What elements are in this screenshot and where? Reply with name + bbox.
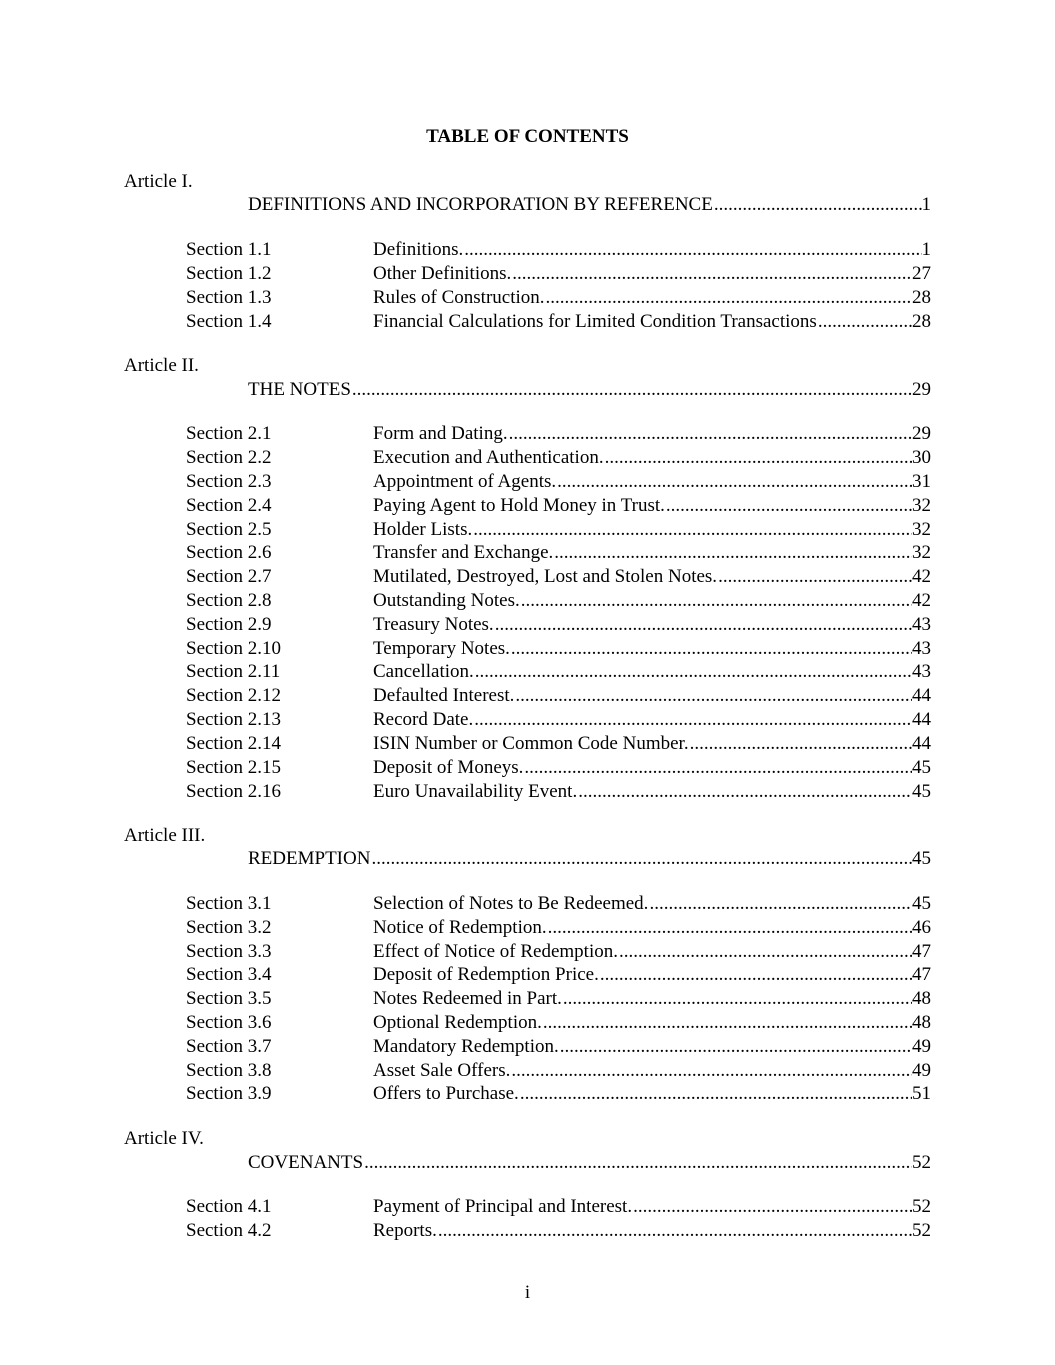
dot-leader: [512, 262, 912, 286]
section-title: Cancellation.: [373, 661, 474, 682]
toc-entry[interactable]: [373, 1011, 931, 1035]
section-title: Treasury Notes.: [373, 614, 494, 635]
section-number: Section 2.4: [186, 495, 272, 516]
dot-leader: [464, 238, 921, 262]
dot-leader: [473, 518, 912, 542]
article-heading-row[interactable]: [248, 193, 931, 217]
section-number: Section 3.9: [186, 1083, 272, 1104]
section-number: Section 3.2: [186, 917, 272, 938]
section-number: Section 2.15: [186, 757, 281, 778]
article-heading: DEFINITIONS AND INCORPORATION BY REFERENCE: [248, 194, 713, 215]
section-number: Section 2.3: [186, 471, 272, 492]
toc-entry[interactable]: [373, 1035, 931, 1059]
section-title: Holder Lists.: [373, 519, 473, 540]
toc-entry[interactable]: [373, 262, 931, 286]
page-number: 48: [912, 988, 931, 1009]
section-number: Section 2.12: [186, 685, 281, 706]
page-number: 44: [912, 709, 931, 730]
page-number: 32: [912, 519, 931, 540]
dot-leader: [714, 193, 922, 217]
dot-leader: [718, 565, 912, 589]
section-title: ISIN Number or Common Code Number.: [373, 733, 689, 754]
dot-leader: [546, 286, 912, 310]
page-footer-number: i: [524, 1282, 531, 1303]
article-heading: REDEMPTION: [248, 848, 371, 869]
dot-leader: [515, 684, 912, 708]
dot-leader: [371, 847, 912, 871]
section-title: Reports.: [373, 1220, 437, 1241]
toc-entry[interactable]: [373, 637, 931, 661]
section-title: Optional Redemption.: [373, 1012, 542, 1033]
section-title: Selection of Notes to Be Redeemed.: [373, 893, 649, 914]
page-number: 45: [912, 757, 931, 778]
section-title: Payment of Principal and Interest.: [373, 1196, 633, 1217]
section-number: Section 2.8: [186, 590, 272, 611]
dot-leader: [649, 892, 912, 916]
page-number: 45: [912, 893, 931, 914]
dot-leader: [633, 1195, 912, 1219]
section-title: Deposit of Moneys.: [373, 757, 524, 778]
dot-leader: [438, 1219, 912, 1243]
dot-leader: [818, 310, 912, 334]
section-number: Section 4.2: [186, 1220, 272, 1241]
section-number: Section 2.5: [186, 519, 272, 540]
article-label: Article II.: [124, 355, 199, 376]
page-number: 1: [921, 194, 931, 215]
toc-entry[interactable]: [373, 565, 931, 589]
dot-leader: [557, 470, 912, 494]
section-title: Mandatory Redemption.: [373, 1036, 559, 1057]
page-number: 49: [912, 1036, 931, 1057]
section-title: Offers to Purchase.: [373, 1083, 519, 1104]
section-title: Defaulted Interest.: [373, 685, 515, 706]
page-number: 45: [912, 848, 931, 869]
page-number: 46: [912, 917, 931, 938]
dot-leader: [605, 446, 912, 470]
page-number: 44: [912, 685, 931, 706]
toc-entry[interactable]: [373, 756, 931, 780]
toc-entry[interactable]: [373, 684, 931, 708]
section-number: Section 2.7: [186, 566, 272, 587]
page-number: 28: [912, 311, 931, 332]
section-number: Section 3.8: [186, 1060, 272, 1081]
page-number: 42: [912, 566, 931, 587]
dot-leader: [511, 1059, 912, 1083]
toc-entry[interactable]: [373, 892, 931, 916]
page-number: 44: [912, 733, 931, 754]
article-heading: THE NOTES: [248, 379, 351, 400]
dot-leader: [509, 422, 912, 446]
dot-leader: [474, 708, 912, 732]
toc-entry[interactable]: [373, 1219, 931, 1243]
section-number: Section 1.3: [186, 287, 272, 308]
section-title: Financial Calculations for Limited Condition Transactions: [373, 311, 817, 332]
section-title: Other Definitions.: [373, 263, 512, 284]
section-number: Section 3.6: [186, 1012, 272, 1033]
page-number: 28: [912, 287, 931, 308]
section-title: Transfer and Exchange.: [373, 542, 554, 563]
page-number: 30: [912, 447, 931, 468]
section-number: Section 4.1: [186, 1196, 272, 1217]
section-number: Section 2.2: [186, 447, 272, 468]
toc-entry[interactable]: [373, 310, 931, 334]
section-title: Execution and Authentication.: [373, 447, 604, 468]
toc-entry[interactable]: [373, 1059, 931, 1083]
section-title: Form and Dating.: [373, 423, 508, 444]
section-title: Outstanding Notes.: [373, 590, 520, 611]
section-title: Notes Redeemed in Part.: [373, 988, 562, 1009]
section-number: Section 3.1: [186, 893, 272, 914]
section-number: Section 3.5: [186, 988, 272, 1009]
section-title: Mutilated, Destroyed, Lost and Stolen Notes.: [373, 566, 718, 587]
dot-leader: [524, 756, 912, 780]
dot-leader: [520, 1082, 912, 1106]
dot-leader: [619, 940, 912, 964]
section-title: Temporary Notes.: [373, 638, 510, 659]
section-number: Section 2.9: [186, 614, 272, 635]
dot-leader: [352, 378, 912, 402]
article-heading-row[interactable]: [248, 1151, 931, 1175]
page-number: 32: [912, 542, 931, 563]
section-number: Section 2.13: [186, 709, 281, 730]
dot-leader: [690, 732, 912, 756]
page-title: TABLE OF CONTENTS: [426, 126, 629, 147]
section-title: Record Date.: [373, 709, 474, 730]
toc-entry[interactable]: [373, 286, 931, 310]
article-label: Article I.: [124, 171, 193, 192]
page-number: 47: [912, 941, 931, 962]
dot-leader: [666, 494, 912, 518]
page-number: 27: [912, 263, 931, 284]
toc-entry[interactable]: [373, 708, 931, 732]
article-label: Article III.: [124, 825, 206, 846]
section-number: Section 3.3: [186, 941, 272, 962]
page-number: 43: [912, 614, 931, 635]
article-heading: COVENANTS: [248, 1152, 364, 1173]
section-title: Asset Sale Offers.: [373, 1060, 511, 1081]
dot-leader: [578, 780, 912, 804]
page-number: 52: [912, 1196, 931, 1217]
page-number: 52: [912, 1152, 931, 1173]
section-title: Rules of Construction.: [373, 287, 545, 308]
section-number: Section 3.4: [186, 964, 272, 985]
section-title: Notice of Redemption.: [373, 917, 547, 938]
dot-leader: [560, 1035, 912, 1059]
toc-entry[interactable]: [373, 446, 931, 470]
dot-leader: [543, 1011, 912, 1035]
toc-entry[interactable]: [373, 1082, 931, 1106]
toc-entry[interactable]: [373, 494, 931, 518]
page-number: 43: [912, 638, 931, 659]
section-title: Appointment of Agents.: [373, 471, 557, 492]
page-number: 31: [912, 471, 931, 492]
toc-entry[interactable]: [373, 660, 931, 684]
page-number: 29: [912, 379, 931, 400]
toc-entry[interactable]: [373, 589, 931, 613]
section-number: Section 3.7: [186, 1036, 272, 1057]
page-number: 32: [912, 495, 931, 516]
section-number: Section 1.2: [186, 263, 272, 284]
dot-leader: [554, 541, 912, 565]
toc-entry[interactable]: [373, 541, 931, 565]
article-heading-row[interactable]: [248, 378, 931, 402]
toc-entry[interactable]: [373, 987, 931, 1011]
page-number: 29: [912, 423, 931, 444]
section-title: Effect of Notice of Redemption.: [373, 941, 618, 962]
toc-entry[interactable]: [373, 940, 931, 964]
page-number: 49: [912, 1060, 931, 1081]
page-number: 52: [912, 1220, 931, 1241]
section-title: Paying Agent to Hold Money in Trust.: [373, 495, 665, 516]
toc-entry[interactable]: [373, 238, 931, 262]
section-title: Deposit of Redemption Price.: [373, 964, 599, 985]
toc-entry[interactable]: [373, 422, 931, 446]
section-number: Section 2.14: [186, 733, 281, 754]
page-number: 42: [912, 590, 931, 611]
toc-entry[interactable]: [373, 518, 931, 542]
section-number: Section 2.1: [186, 423, 272, 444]
toc-entry[interactable]: [373, 780, 931, 804]
dot-leader: [600, 963, 912, 987]
article-heading-row[interactable]: [248, 847, 931, 871]
page-number: 45: [912, 781, 931, 802]
toc-entry[interactable]: [373, 613, 931, 637]
toc-entry[interactable]: [373, 916, 931, 940]
section-number: Section 2.10: [186, 638, 281, 659]
section-number: Section 2.16: [186, 781, 281, 802]
dot-leader: [521, 589, 912, 613]
section-title: Euro Unavailability Event.: [373, 781, 578, 802]
dot-leader: [364, 1151, 912, 1175]
toc-entry[interactable]: [373, 470, 931, 494]
page-number: 1: [921, 239, 931, 260]
section-title: Definitions.: [373, 239, 464, 260]
section-number: Section 2.6: [186, 542, 272, 563]
toc-entry[interactable]: [373, 732, 931, 756]
article-label: Article IV.: [124, 1128, 204, 1149]
dot-leader: [511, 637, 912, 661]
page-number: 51: [912, 1083, 931, 1104]
dot-leader: [548, 916, 912, 940]
section-number: Section 1.4: [186, 311, 272, 332]
section-number: Section 1.1: [186, 239, 272, 260]
page-number: 43: [912, 661, 931, 682]
page-number: 47: [912, 964, 931, 985]
dot-leader: [475, 660, 912, 684]
dot-leader: [495, 613, 912, 637]
toc-entry[interactable]: [373, 1195, 931, 1219]
dot-leader: [563, 987, 912, 1011]
toc-entry[interactable]: [373, 963, 931, 987]
page-number: 48: [912, 1012, 931, 1033]
section-number: Section 2.11: [186, 661, 281, 682]
